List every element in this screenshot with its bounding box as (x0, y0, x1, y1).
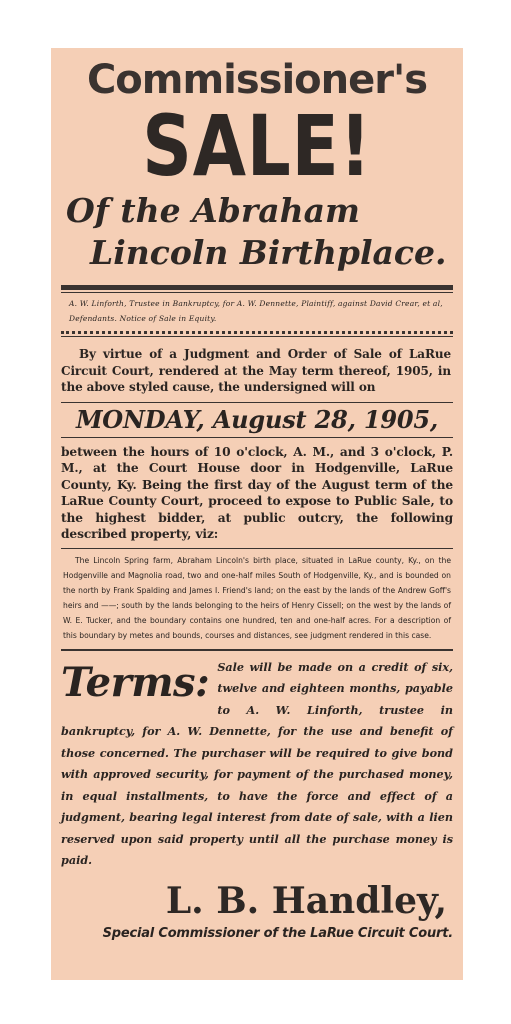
signature-name: L. B. Handley, (165, 879, 447, 922)
sale-poster (51, 48, 463, 980)
poster-subtitle-line1: Of the Abraham (66, 191, 360, 230)
terms-section (61, 657, 453, 872)
poster-title-commissioners: Commissioner's (86, 57, 428, 103)
thin-rule (61, 437, 453, 438)
property-description: The Lincoln Spring farm, Abraham Lincoln's birth place, situated in LaRue county, Ky., on the Hodgenville and Magnolia road, two and one-half miles South of Hodgenville, Ky., and is bounded on the north by Frank Spalding and James I. Friend's land; on the east by the lands of the Andrew Goff's heirs and ——; south by the lands belonging to the heirs of Henry Cissell; on the west by the lands of W. E. Tucker, and the boundary contains one hundred, ten and one-half acres. For a description of this boundary by metes and bounds, courses and distances, see judgment rendered in this case. (63, 555, 451, 640)
intro-paragraph: By virtue of a Judgment and Order of Sale of LaRue Circuit Court, rendered at the May term thereof, 1905, in the above styled cause, the undersigned will on (61, 347, 451, 394)
sale-date: MONDAY, August 28, 1905, (75, 404, 439, 434)
dotted-rule (61, 331, 453, 334)
poster-subtitle-line2: Lincoln Birthplace. (90, 233, 447, 272)
signature-title: Special Commissioner of the LaRue Circuit Court. (102, 925, 453, 941)
case-caption: A. W. Linforth, Trustee in Bankruptcy, for A. W. Dennette, Plaintiff, against David Crear, et al, Defendants. Notice of Sale in Equity. (69, 299, 443, 323)
thin-rule (61, 336, 453, 337)
poster-title-sale: SALE! (142, 97, 372, 195)
heavy-rule (61, 649, 453, 651)
terms-text: Sale will be made on a credit of six, twelve and eighteen months, payable to A. W. Linforth, trustee in bankruptcy, for A. W. Dennette, for the use and benefit of those concerned. The purchaser will be required to give bond with approved security, for payment of the purchased money, in equal installments, to have the force and effect of a judgment, bearing legal interest from date of sale, with a lien reserved upon said property until all the purchase money is paid. (61, 659, 453, 867)
heavy-rule (61, 285, 453, 290)
terms-label: Terms: (61, 658, 210, 706)
sale-details-paragraph: between the hours of 10 o'clock, A. M., and 3 o'clock, P. M., at the Court House door in Hodgenville, LaRue County, Ky. Being the first day of the August term of the LaRue County Court, proceed to expose to Public Sale, to the highest bidder, at public outcry, the following described property, viz: (61, 444, 453, 541)
